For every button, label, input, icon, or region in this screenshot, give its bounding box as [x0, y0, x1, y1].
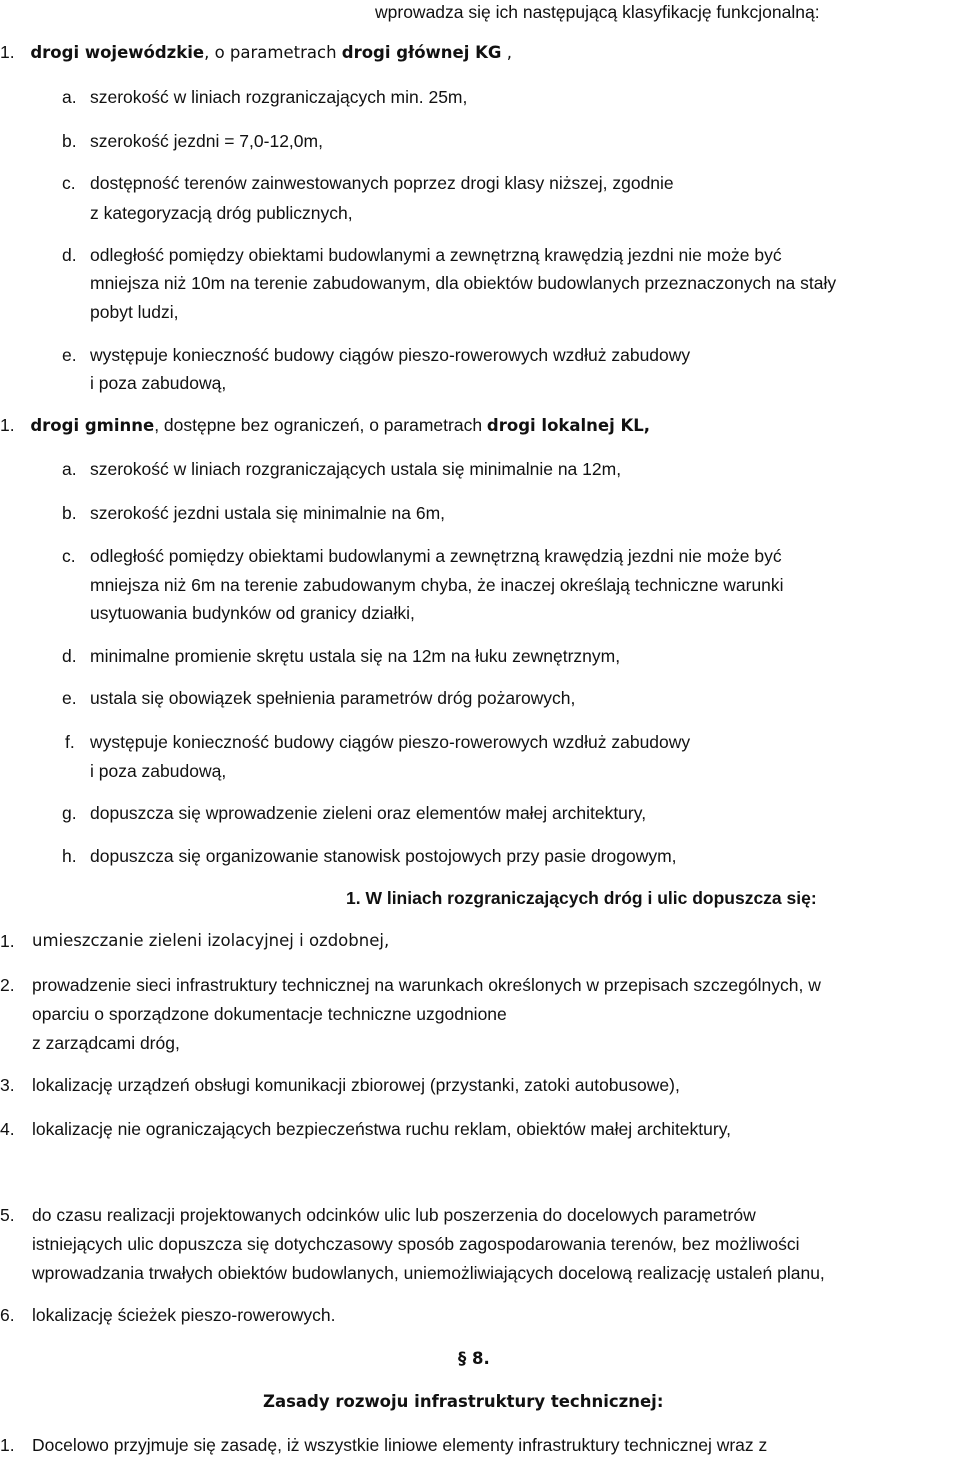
group1-e-text-1: występuje konieczność budowy ciągów pieszo-rowerowych wzdłuż zabudowy: [90, 345, 691, 365]
group2-heading: [0, 414, 650, 437]
allowed-5-text-2: istniejących ulic dopuszcza się dotychczasowy sposób zagospodarowania terenów, bez możliwości: [32, 1234, 800, 1254]
group2-e-letter: e.: [62, 688, 77, 708]
allowed-1-text: umieszczanie zieleni izolacyjnej i ozdobnej,: [32, 931, 390, 950]
group1-d-text-1: odległość pomiędzy obiektami budowlanymi a zewnętrzną krawędzią jezdni nie może być: [90, 245, 782, 265]
group1-c-text-1: dostępność terenów zainwestowanych poprzez drogi klasy niższej, zgodnie: [90, 173, 674, 193]
group2-lead-mid: , dostępne bez ograniczeń, o parametrach: [154, 415, 487, 435]
allowed-5-number: 5.: [0, 1205, 15, 1225]
group1-b-text: szerokość jezdni = 7,0-12,0m,: [90, 131, 323, 151]
allowed-5-text-3: wprowadzania trwałych obiektów budowlanych, uniemożliwiających docelową realizację ustaleń planu,: [32, 1263, 825, 1283]
allowed-2-text-2: oparciu o sporządzone dokumentacje techniczne uzgodnione: [32, 1004, 507, 1024]
group2-d-letter: d.: [62, 646, 77, 666]
allowed-2-text-3: z zarządcami dróg,: [32, 1033, 180, 1053]
allowed-6-text: lokalizację ścieżek pieszo-rowerowych.: [32, 1305, 336, 1325]
allowed-3-number: 3.: [0, 1075, 15, 1095]
group2-lead-bold2: drogi lokalnej KL,: [486, 416, 651, 435]
group1-lead-bold2: drogi głównej KG: [341, 43, 502, 62]
group2-b-letter: b.: [62, 503, 77, 523]
section-heading: 1. W liniach rozgraniczających dróg i ulic dopuszcza się:: [346, 888, 817, 908]
group1-b-letter: b.: [62, 131, 77, 151]
group2-h-letter: h.: [62, 846, 77, 866]
group1-lead-end: ,: [501, 43, 512, 62]
group2-g-text: dopuszcza się wprowadzenie zieleni oraz elementów małej architektury,: [90, 803, 647, 823]
group1-d-text-3: pobyt ludzi,: [90, 302, 179, 322]
allowed-5-text-1: do czasu realizacji projektowanych odcinków ulic lub poszerzenia do docelowych parametrów: [32, 1205, 756, 1225]
group2-c-text-2: mniejsza niż 6m na terenie zabudowanym chyba, że inaczej określają techniczne warunki: [90, 575, 784, 595]
allowed-4-text: lokalizację nie ograniczających bezpieczeństwa ruchu reklam, obiektów małej architektury,: [32, 1119, 732, 1139]
group2-a-letter: a.: [62, 459, 77, 479]
allowed-2-number: 2.: [0, 975, 15, 995]
group2-d-text: minimalne promienie skrętu ustala się na 12m na łuku zewnętrznym,: [90, 646, 621, 666]
final-number: 1.: [0, 1435, 15, 1455]
group1-d-text-2: mniejsza niż 10m na terenie zabudowanym, dla obiektów budowlanych przeznaczonych na stały: [90, 273, 837, 293]
allowed-2-text-1: prowadzenie sieci infrastruktury technicznej na warunkach określonych w przepisach szczególnych, w: [32, 975, 821, 995]
group1-lead-mid: , o parametrach: [204, 43, 342, 62]
group2-g-letter: g.: [62, 803, 77, 823]
group2-c-letter: c.: [62, 546, 76, 566]
group2-a-text: szerokość w liniach rozgraniczających ustala się minimalnie na 12m,: [90, 459, 622, 479]
group2-e-text: ustala się obowiązek spełnienia parametrów dróg pożarowych,: [90, 688, 576, 708]
group2-f-text-1: występuje konieczność budowy ciągów pieszo-rowerowych wzdłuż zabudowy: [90, 732, 691, 752]
group1-a-letter: a.: [62, 87, 77, 107]
group1-heading: [0, 41, 512, 64]
final-text: Docelowo przyjmuje się zasadę, iż wszystkie liniowe elementy infrastruktury technicznej wraz z: [32, 1435, 768, 1455]
allowed-1-number: 1.: [0, 931, 15, 951]
group1-number: 1.: [0, 42, 15, 62]
allowed-3-text: lokalizację urządzeń obsługi komunikacji zbiorowej (przystanki, zatoki autobusowe),: [32, 1075, 680, 1095]
group2-number: 1.: [0, 415, 15, 435]
group2-c-text-3: usytuowania budynków od granicy działki,: [90, 603, 415, 623]
group1-e-text-2: i poza zabudową,: [90, 373, 227, 393]
group1-d-letter: d.: [62, 245, 77, 265]
group2-h-text: dopuszcza się organizowanie stanowisk postojowych przy pasie drogowym,: [90, 846, 677, 866]
group1-c-letter: c.: [62, 173, 76, 193]
group1-c-text-2: z kategoryzacją dróg publicznych,: [90, 203, 353, 223]
group1-a-text: szerokość w liniach rozgraniczających min. 25m,: [90, 87, 468, 107]
group2-f-letter: f.: [65, 732, 75, 752]
allowed-4-number: 4.: [0, 1119, 15, 1139]
group2-c-text-1: odległość pomiędzy obiektami budowlanymi a zewnętrzną krawędzią jezdni nie może być: [90, 546, 782, 566]
group2-b-text: szerokość jezdni ustala się minimalnie na 6m,: [90, 503, 446, 523]
group2-f-text-2: i poza zabudową,: [90, 761, 227, 781]
intro-line: wprowadza się ich następującą klasyfikację funkcjonalną:: [375, 2, 820, 22]
group1-lead-bold: drogi wojewódzkie: [30, 43, 205, 62]
group2-lead-bold: drogi gminne: [30, 416, 155, 435]
allowed-6-number: 6.: [0, 1305, 15, 1325]
group1-e-letter: e.: [62, 345, 77, 365]
chapter-number: § 8.: [458, 1349, 490, 1368]
chapter-title: Zasady rozwoju infrastruktury technicznej:: [263, 1392, 664, 1411]
